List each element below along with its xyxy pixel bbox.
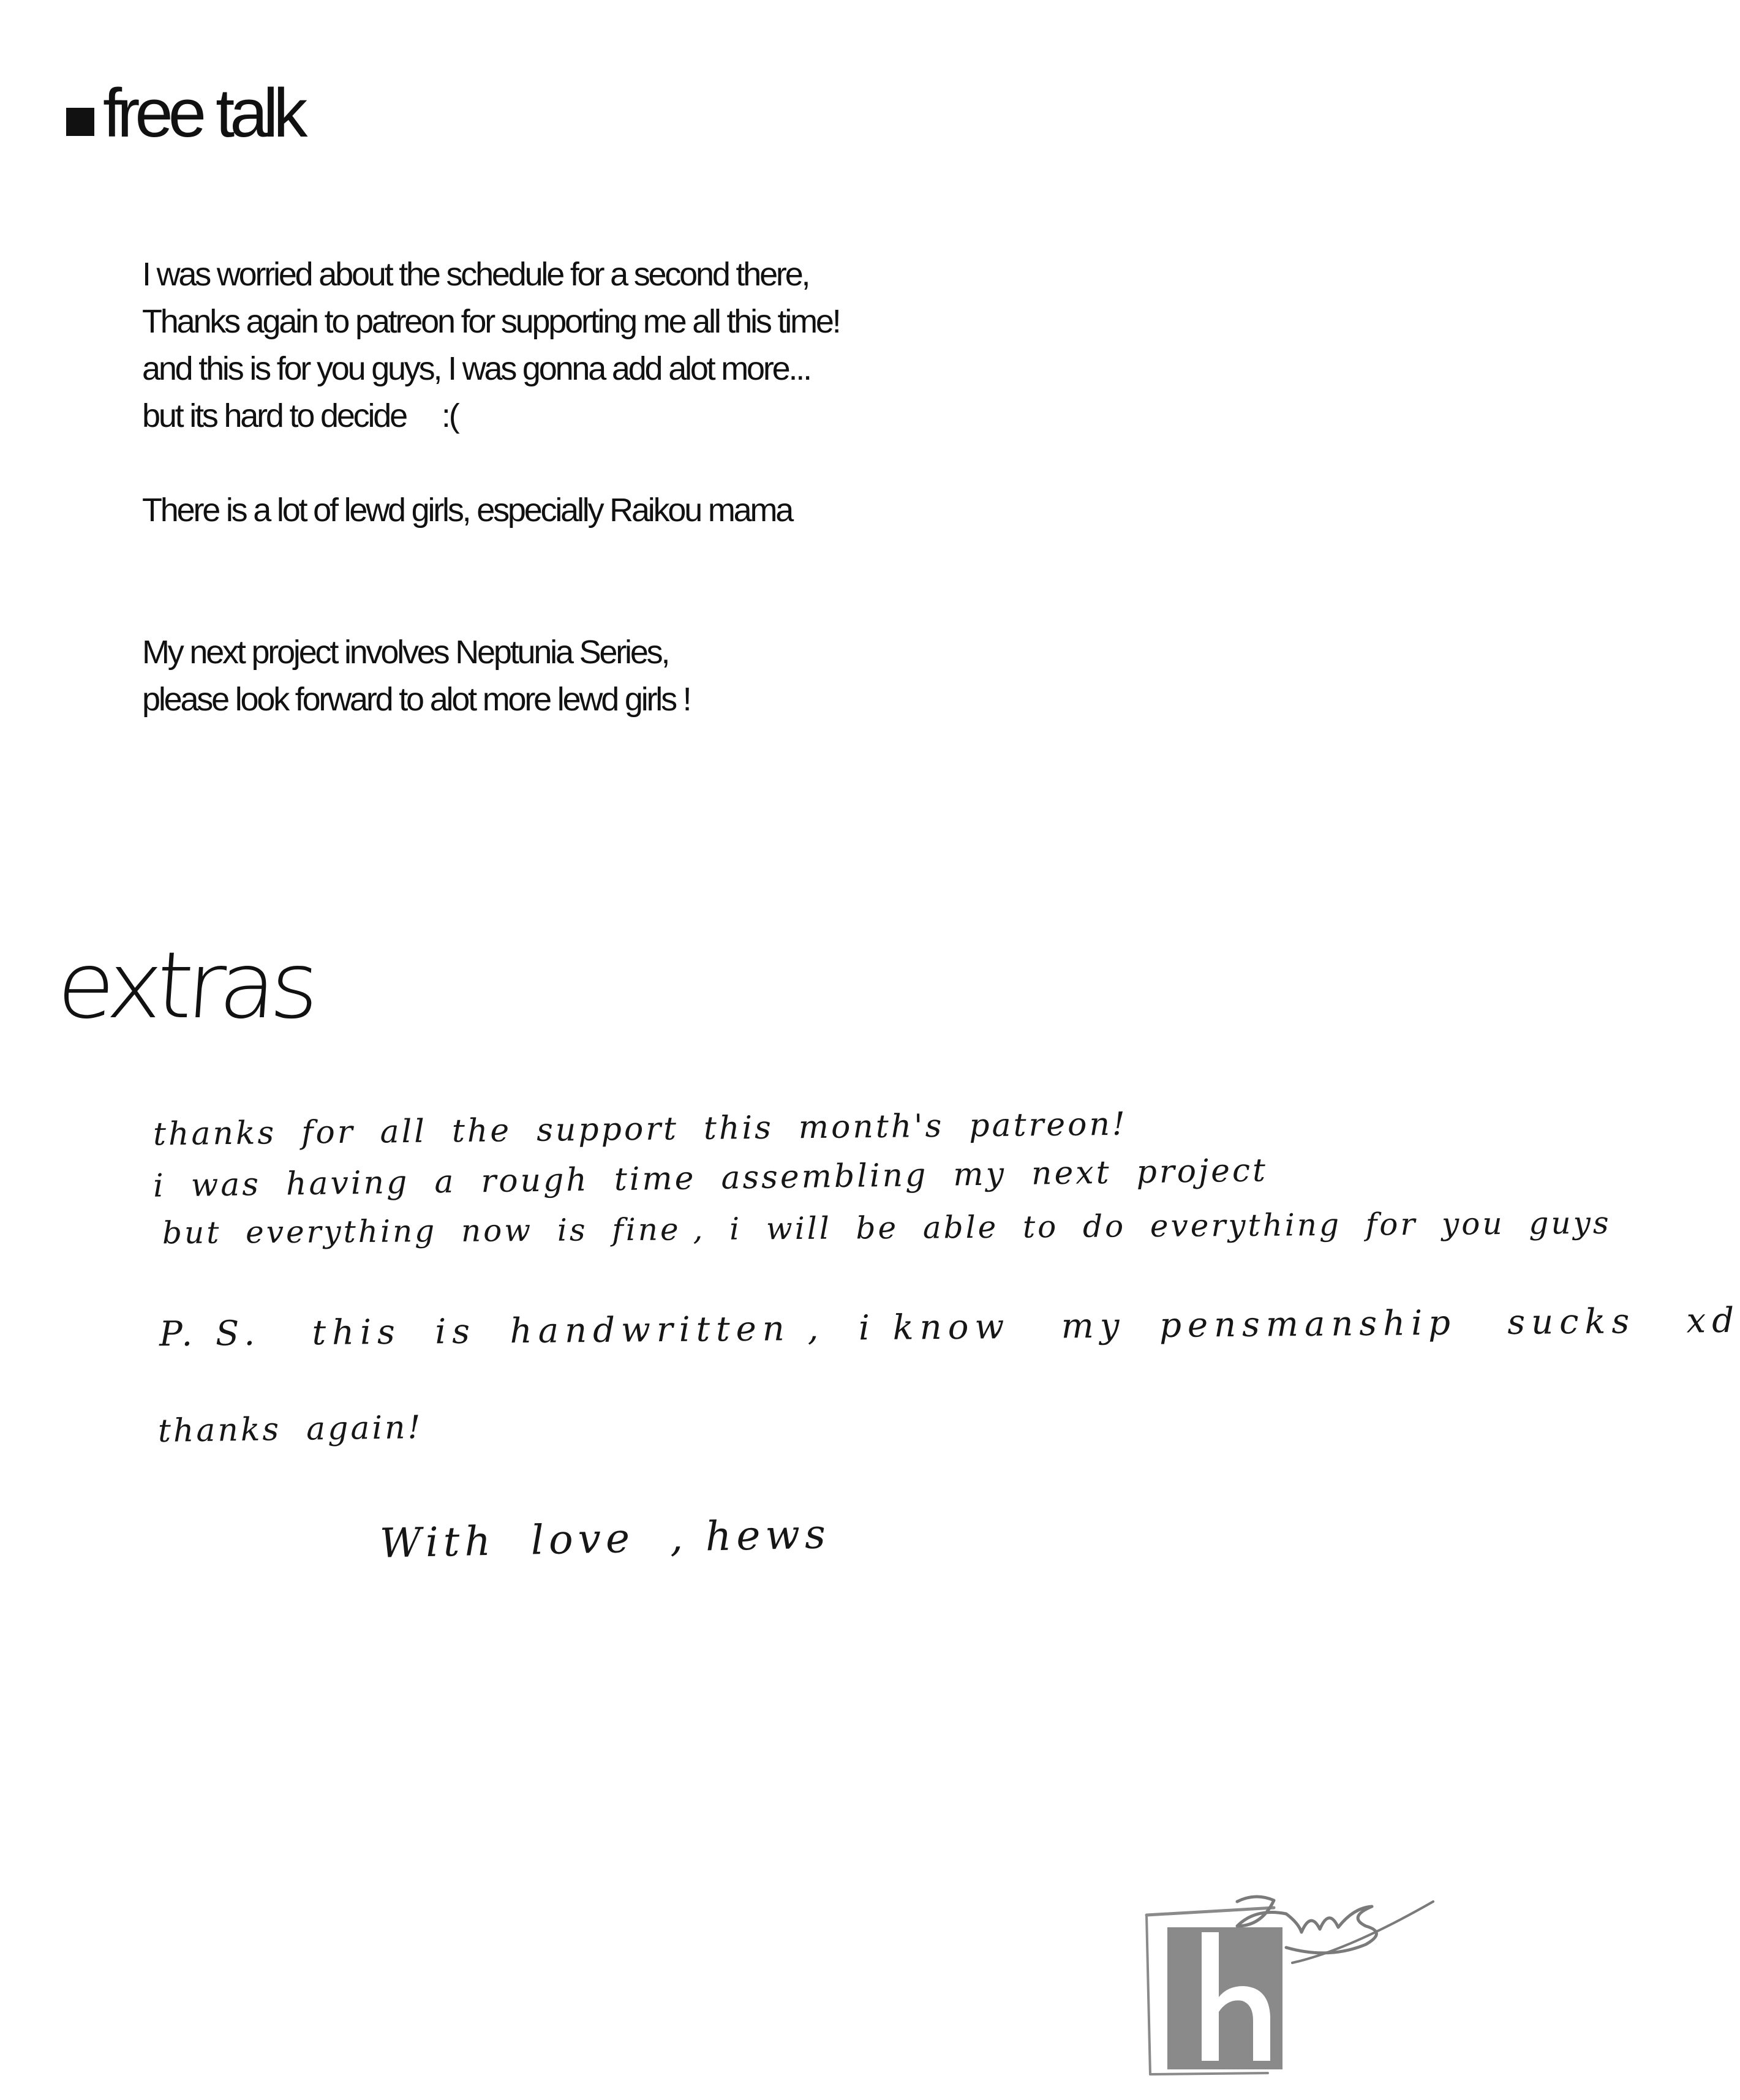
free-talk-line: I was worried about the schedule for a second there, — [142, 256, 809, 293]
handwritten-line: but everything now is fine , i will be able to do everything for you guys — [162, 1205, 1611, 1251]
sad-emoticon: :( — [441, 397, 458, 434]
handwritten-signoff: With love , hews — [379, 1510, 831, 1567]
handwritten-line: thanks for all the support this month's patreon! — [153, 1105, 1128, 1153]
signature-logo — [1145, 1889, 1439, 2079]
logo-frame — [1147, 1915, 1150, 2074]
free-talk-line: please look forward to alot more lewd girls ! — [142, 681, 690, 718]
free-talk-header — [66, 73, 303, 153]
square-bullet-icon — [66, 108, 94, 136]
free-talk-title: free talk — [103, 75, 303, 151]
free-talk-body — [142, 251, 1245, 723]
handwritten-postscript: P. S. this is handwritten , i know my pensmanship sucks xd — [159, 1300, 1740, 1355]
handwritten-line: thanks again! — [157, 1409, 423, 1450]
free-talk-line: There is a lot of lewd girls, especially Raikou mama — [142, 492, 793, 529]
extras-title: extras — [53, 933, 317, 1039]
free-talk-line: and this is for you guys, I was gonna add alot more... — [142, 350, 810, 387]
free-talk-line-with-emoticon — [142, 393, 1245, 440]
free-talk-line: Thanks again to patreon for supporting me all this time! — [142, 303, 840, 340]
free-talk-line: but its hard to decide — [142, 397, 406, 434]
handwritten-line: i was having a rough time assembling my next project — [153, 1152, 1268, 1205]
free-talk-line: My next project involves Neptunia Series, — [142, 634, 669, 671]
logo-frame — [1150, 2073, 1268, 2074]
